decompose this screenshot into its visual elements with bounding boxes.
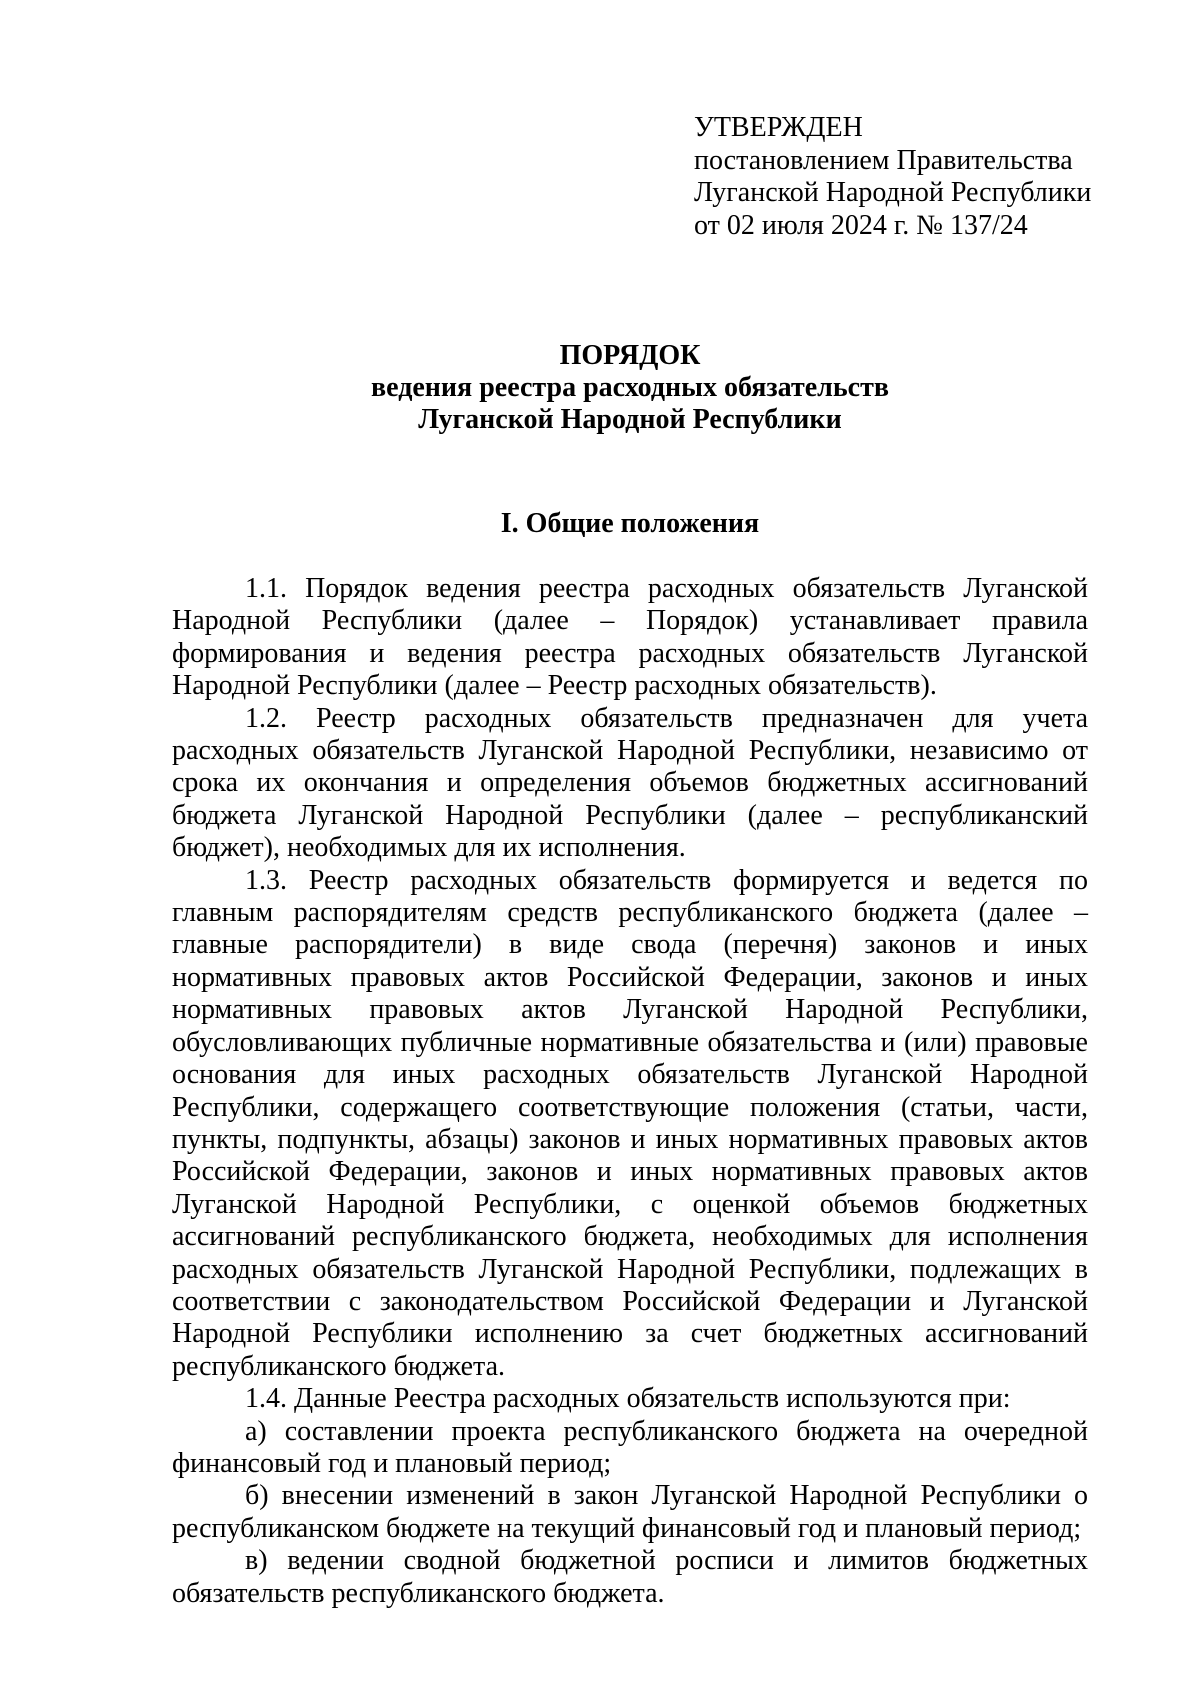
paragraph-1-3: 1.3. Реестр расходных обязательств формируется и ведется по главным распорядителям средств республиканского бюджета (далее – главные распорядители) в виде свода (перечня) законов и иных нормативных правовых актов Российской Федерации, законов и иных нормативных правовых актов Луганской Народной Республики, обусловливающих публичные нормативные обязательства и (или) правовые основания для иных расходных обязательств Луганской Народной Республики, содержащего соответствующие положения (статьи, части, пункты, подпункты, абзацы) законов и иных нормативных правовых актов Российской Федерации, законов и иных нормативных правовых актов Луганской Народной Республики, с оценкой объемов бюджетных ассигнований республиканского бюджета, необходимых для исполнения расходных обязательств Луганской Народной Республики, подлежащих в соответствии с законодательством Российской Федерации и Луганской Народной Республики исполнению за счет бюджетных ассигнований республиканского бюджета. <box>172 864 1088 1382</box>
list-item-b: б) внесении изменений в закон Луганской Народной Республики о республиканском бюджете на текущий финансовый год и плановый период; <box>172 1480 1088 1544</box>
approval-status: УТВЕРЖДЕН <box>694 112 863 143</box>
approval-authority: постановлением Правительства <box>694 144 1073 176</box>
approval-stamp-block <box>694 112 1091 242</box>
approval-authority-region: Луганской Народной Республики <box>694 177 1092 208</box>
section-heading: I. Общие положения <box>500 508 760 539</box>
document-title-subtitle: ведения реестра расходных обязательств <box>371 372 889 403</box>
document-title-region: Луганской Народной Республики <box>418 404 842 435</box>
list-item-c: в) ведении сводной бюджетной росписи и лимитов бюджетных обязательств республиканского бюджета. <box>172 1545 1088 1609</box>
paragraph-1-2: 1.2. Реестр расходных обязательств предназначен для учета расходных обязательств Луганской Народной Республики, независимо от срока их окончания и определения объемов бюджетных ассигнований бюджета Луганской Народной Республики (далее – республиканский бюджет), необходимых для их исполнения. <box>172 702 1088 864</box>
paragraph-1-1: 1.1. Порядок ведения реестра расходных обязательств Луганской Народной Республики (далее – Порядок) устанавливает правила формирования и ведения реестра расходных обязательств Луганской Народной Республики (далее – Реестр расходных обязательств). <box>172 573 1088 702</box>
paragraph-1-4: 1.4. Данные Реестра расходных обязательств используются при: <box>245 1383 1011 1415</box>
document-title-main: ПОРЯДОК <box>559 340 701 371</box>
list-item-a: а) составлении проекта республиканского бюджета на очередной финансовый год и плановый период; <box>172 1415 1088 1479</box>
document-body <box>172 573 1088 1610</box>
approval-date-number: от 02 июля 2024 г. № 137/24 <box>694 209 1028 241</box>
document-title <box>172 340 1088 436</box>
